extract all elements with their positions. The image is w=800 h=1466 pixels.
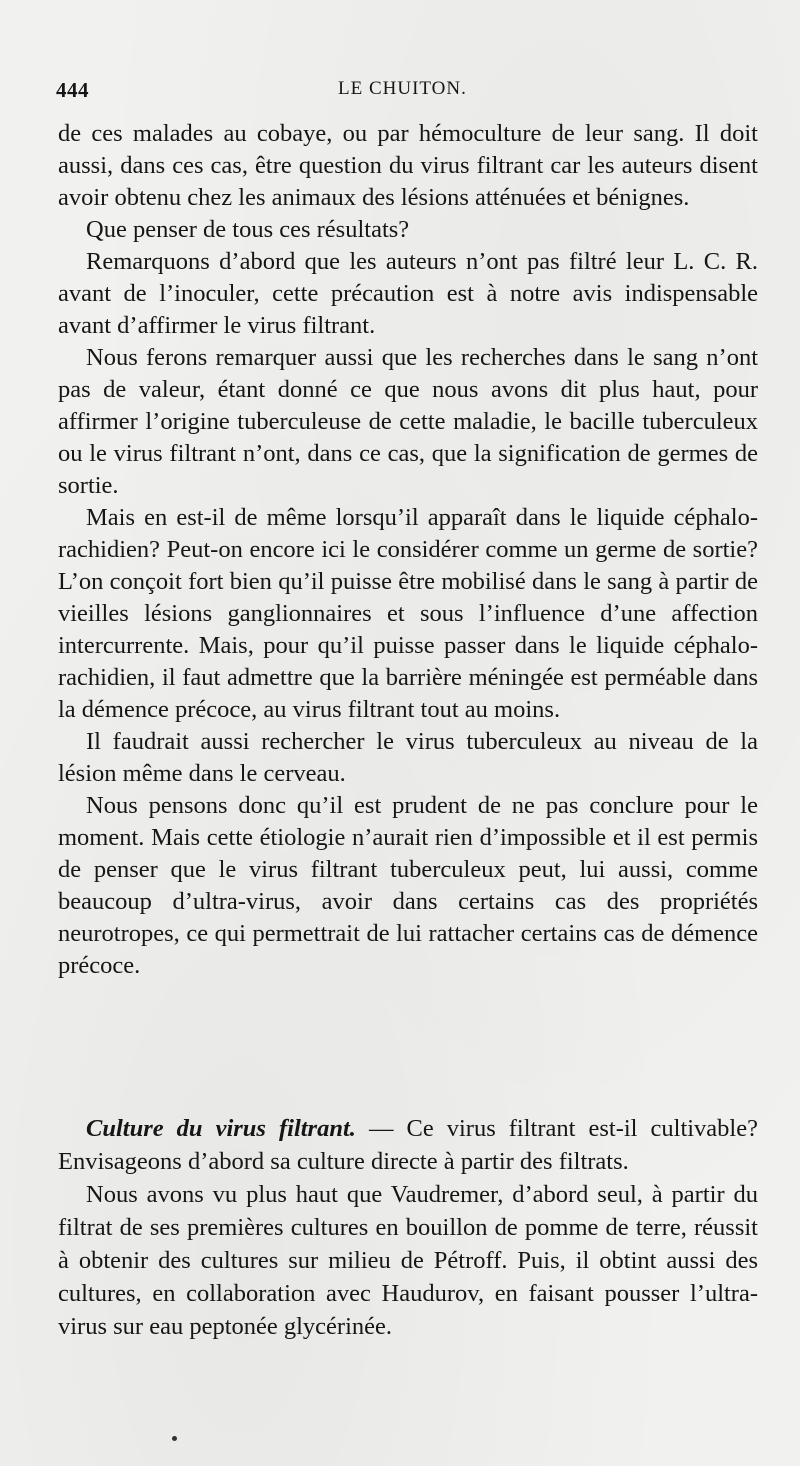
paragraph: Mais en est-il de même lorsqu’il apparaît dans le liquide céphalo-rachidien? Peut-on encore ici le considérer comme un germe de sortie? L’on conçoit fort bien qu’il puisse être mobilisé dans le sang à partir de vieilles lésions ganglionnaires et sous l’influence d’une affection intercurrente. Mais, pour qu’il puisse passer dans le liquide céphalo-rachidien, il faut admettre que la barrière méningée est perméable dans la démence précoce, au virus filtrant tout au moins.	[58, 504, 758, 723]
ink-speck	[172, 1436, 177, 1441]
section-first-paragraph-text: Ce virus filtrant est-il cultivable? Envisageons d’abord sa culture directe à partir des filtrats.	[58, 1115, 758, 1175]
body-text	[58, 118, 758, 982]
paragraph: Nous pensons donc qu’il est prudent de ne pas conclure pour le moment. Mais cette étiologie n’aurait rien d’impossible et il est permis de penser que le virus filtrant tuberculeux peut, lui aussi, comme beaucoup d’ultra-virus, avoir dans certains cas des propriétés neurotropes, ce qui permettrait de lui rattacher certains cas de démence précoce.	[58, 792, 758, 979]
paragraph: Que penser de tous ces résultats?	[86, 216, 410, 243]
paragraph: Remarquons d’abord que les auteurs n’ont pas filtré leur L. C. R. avant de l’inoculer, cette précaution est à notre avis indispensable avant d’affirmer le virus filtrant.	[58, 248, 758, 339]
section-first-paragraph	[58, 1112, 758, 1178]
section-heading: Culture du virus filtrant.	[86, 1115, 356, 1142]
running-title: LE CHUITON.	[338, 78, 467, 99]
culture-section	[58, 1112, 758, 1343]
page-header	[56, 78, 760, 106]
section-heading-dash: —	[355, 1115, 407, 1142]
paragraph-continuation: de ces malades au cobaye, ou par hémoculture de leur sang. Il doit aussi, dans ces cas, être question du virus filtrant car les auteurs disent avoir obtenu chez les animaux des lésions atténuées et bénignes.	[58, 120, 758, 211]
paragraph: Nous avons vu plus haut que Vaudremer, d’abord seul, à partir du filtrat de ses premières cultures en bouillon de pomme de terre, réussit à obtenir des cultures sur milieu de Pétroff. Puis, il obtint aussi des cultures, en collaboration avec Haudurov, en faisant pousser l’ultra-virus sur eau peptonée glycérinée.	[58, 1181, 758, 1340]
paragraph: Il faudrait aussi rechercher le virus tuberculeux au niveau de la lésion même dans le cerveau.	[58, 728, 758, 787]
page-number: 444	[56, 78, 89, 102]
paragraph: Nous ferons remarquer aussi que les recherches dans le sang n’ont pas de valeur, étant donné ce que nous avons dit plus haut, pour affirmer l’origine tuberculeuse de cette maladie, le bacille tuberculeux ou le virus filtrant n’ont, dans ce cas, que la signification de germes de sortie.	[58, 344, 758, 499]
